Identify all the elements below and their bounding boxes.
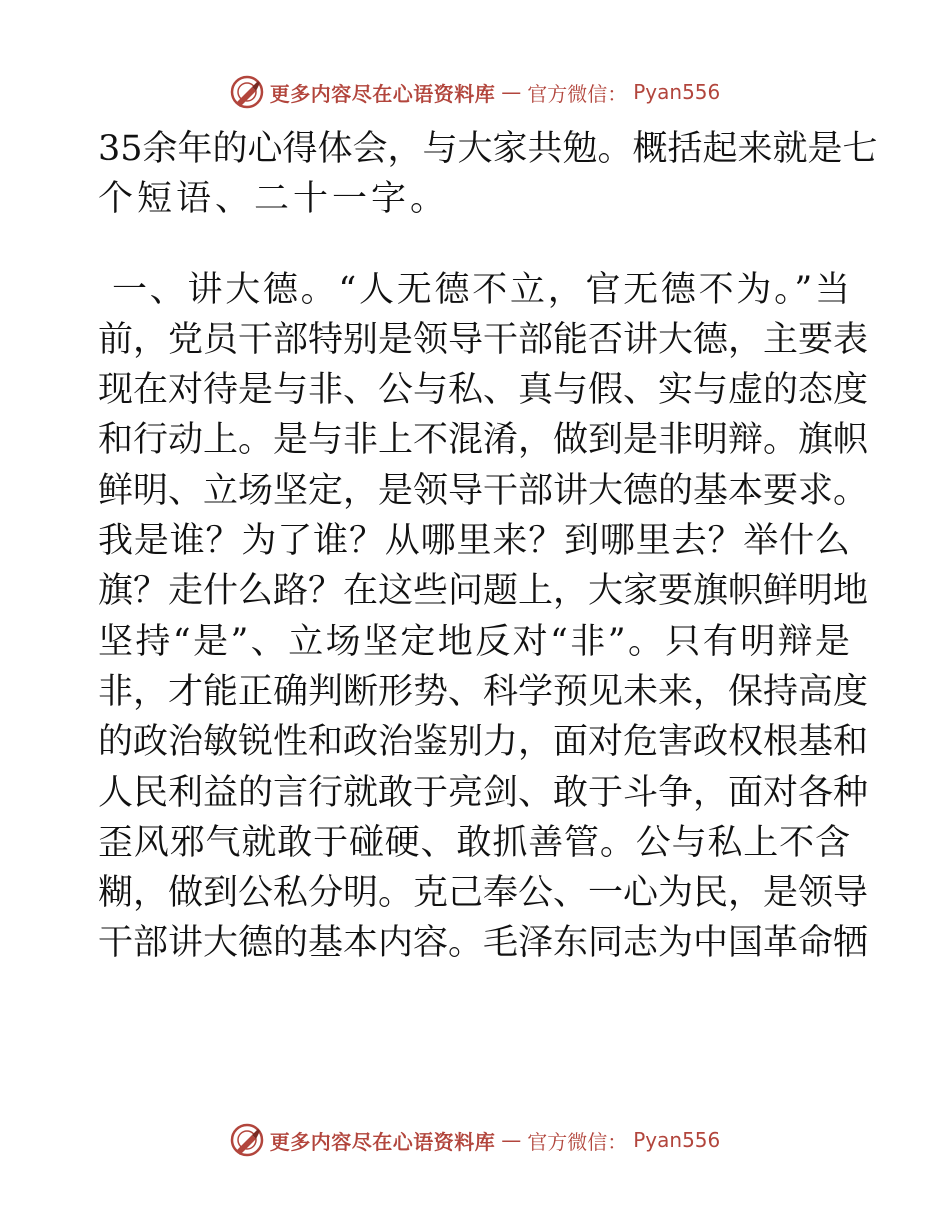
text-line: 鲜明、立场坚定，是领导干部讲大德的基本要求。 bbox=[98, 470, 869, 511]
pen-logo-icon bbox=[230, 1123, 264, 1157]
header-wechat-id: Pyan556 bbox=[633, 80, 721, 104]
text-line: 我是谁？为了谁？从哪里来？到哪里去？举什么 bbox=[98, 521, 850, 562]
document-body bbox=[98, 124, 878, 969]
footer-wechat-label: 官方微信： bbox=[527, 1129, 628, 1154]
footer-wechat-id: Pyan556 bbox=[633, 1128, 721, 1152]
text-line: 一、讲大德。“人无德不立，官无德不为。”当 bbox=[112, 269, 850, 310]
text-line: 干部讲大德的基本内容。毛泽东同志为中国革命牺 bbox=[98, 923, 869, 964]
text-line: 坚持“是”、立场坚定地反对“非”。只有明辩是 bbox=[98, 621, 850, 662]
paragraph-1 bbox=[98, 124, 878, 225]
text-line: 的政治敏锐性和政治鉴别力，面对危害政权根基和 bbox=[98, 722, 869, 763]
pen-logo-icon bbox=[230, 75, 264, 109]
text-line: 旗？走什么路？在这些问题上，大家要旗帜鲜明地 bbox=[98, 571, 869, 612]
header-promo-text: 更多内容尽在心语资料库 bbox=[269, 81, 496, 106]
text-line: 非，才能正确判断形势、科学预见未来，保持高度 bbox=[98, 671, 869, 712]
footer-dash: — bbox=[501, 1128, 522, 1152]
text-line: 人民利益的言行就敢于亮剑、敢于斗争，面对各种 bbox=[98, 772, 869, 813]
text-line: 现在对待是与非、公与私、真与假、实与虚的态度 bbox=[98, 370, 869, 411]
footer-banner bbox=[0, 1120, 950, 1160]
footer-promo-text: 更多内容尽在心语资料库 bbox=[269, 1129, 496, 1154]
text-line: 前，党员干部特别是领导干部能否讲大德，主要表 bbox=[98, 319, 869, 360]
header-dash: — bbox=[501, 80, 522, 104]
text-line: 糊，做到公私分明。克己奉公、一心为民，是领导 bbox=[98, 873, 869, 914]
header-banner bbox=[0, 72, 950, 112]
header-wechat-label: 官方微信： bbox=[527, 81, 628, 106]
text-line: 个短语、二十一字。 bbox=[98, 179, 450, 220]
text-line: 35余年的心得体会，与大家共勉。概括起来就是七 bbox=[98, 129, 878, 169]
text-line: 和行动上。是与非上不混淆，做到是非明辩。旗帜 bbox=[98, 420, 869, 461]
text-line: 歪风邪气就敢于碰硬、敢抓善管。公与私上不含 bbox=[98, 822, 850, 863]
paragraph-2 bbox=[98, 265, 869, 969]
